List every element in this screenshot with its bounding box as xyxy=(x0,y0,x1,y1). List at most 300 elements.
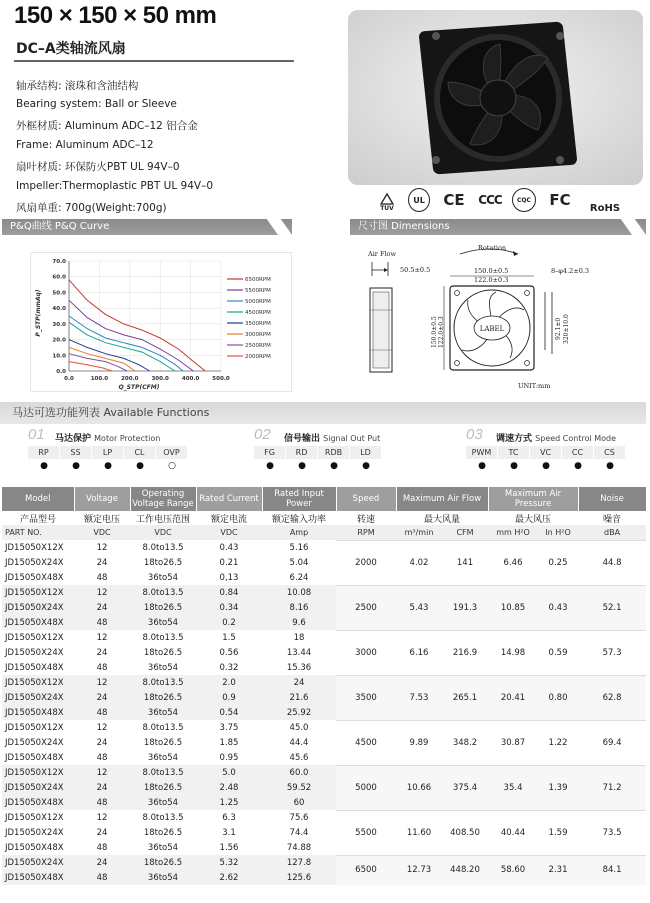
model-cell: JD15050X24X xyxy=(5,737,64,748)
current-cell: 0.84 xyxy=(196,585,262,600)
legend-label: 2500RPM xyxy=(245,343,271,349)
voltage-range-cell: 8.0to13.5 xyxy=(142,812,184,823)
current-cell: 1.25 xyxy=(196,795,262,810)
power-cell: 60 xyxy=(262,795,336,810)
y-tick-label: 10.0 xyxy=(52,353,66,360)
function-mark: ● xyxy=(298,461,306,471)
voltage-range-cell: 36to54 xyxy=(147,572,179,583)
voltage-cell: 24 xyxy=(74,855,130,870)
function-code-pwm: PWM xyxy=(466,446,497,459)
voltage-range-cell: 18to26.5 xyxy=(143,827,183,838)
y-tick-label: 30.0 xyxy=(52,321,66,328)
col-header-air-pressure: Maximum Air Pressure xyxy=(488,487,578,511)
voltage-cell: 24 xyxy=(74,780,130,795)
power-cell: 5.16 xyxy=(289,542,309,553)
hole-width-dimension: 122.0±0.3 xyxy=(474,276,509,284)
speed-cell: 5500 xyxy=(336,810,396,855)
power-cell: 60.0 xyxy=(262,765,336,780)
function-mark: ● xyxy=(362,461,370,471)
function-mark: ● xyxy=(136,461,144,471)
outer-height-dimension: 150.0±0.5 xyxy=(431,316,438,348)
legend-label: 3000RPM xyxy=(245,332,271,338)
speed-cell: 3000 xyxy=(336,630,396,675)
power-cell: 75.6 xyxy=(289,812,309,823)
col-header-air-flow: Maximum Air Flow xyxy=(396,487,488,511)
pressure-in-cell: 1.39 xyxy=(538,765,578,810)
noise-cell: 52.1 xyxy=(578,585,646,630)
function-code-rdb: RDB xyxy=(318,446,349,459)
col-header-noise: Noise xyxy=(578,487,646,511)
current-cell: 1.85 xyxy=(219,737,239,748)
unit-cell: In H²O xyxy=(538,525,578,540)
table-row xyxy=(2,540,646,555)
pressure-in-cell: 1.59 xyxy=(538,810,578,855)
power-cell: 5.04 xyxy=(289,557,309,568)
function-group-title: 调速方式 Speed Control Mode xyxy=(496,434,617,444)
power-cell: 13.44 xyxy=(286,647,312,658)
voltage-range-cell: 36to54 xyxy=(130,705,196,720)
airflow-cfm-cell: 375.4 xyxy=(442,765,488,810)
function-code-ld: LD xyxy=(350,446,381,459)
function-group-number: 03 xyxy=(466,426,483,443)
pressure-mm-cell: 30.87 xyxy=(488,720,538,765)
current-cell: 0.54 xyxy=(196,705,262,720)
voltage-range-cell: 36to54 xyxy=(130,615,196,630)
current-cell: 0.2 xyxy=(196,615,262,630)
voltage-cell: 48 xyxy=(74,870,130,885)
series-line-6500rpm xyxy=(69,280,205,371)
power-cell: 18 xyxy=(293,632,305,643)
voltage-cell: 12 xyxy=(74,675,130,690)
pressure-mm-cell: 20.41 xyxy=(488,675,538,720)
spec-frame-en: Frame: Aluminum ADC–12 xyxy=(16,139,154,151)
current-cell: 2.62 xyxy=(196,870,262,885)
cn-header: 最大风量 xyxy=(424,514,461,525)
noise-cell: 69.4 xyxy=(578,720,646,765)
voltage-cell: 12 xyxy=(96,722,108,733)
airflow-cfm-cell: 141 xyxy=(442,540,488,585)
power-cell: 45.6 xyxy=(289,752,309,763)
x-tick-label: 0.0 xyxy=(64,376,74,382)
function-code-fg: FG xyxy=(254,446,285,459)
fan-spec-table xyxy=(2,487,647,885)
voltage-range-cell: 36to54 xyxy=(130,795,196,810)
y-tick-label: 60.0 xyxy=(52,274,66,281)
model-cell: JD15050X12X xyxy=(2,585,74,600)
cn-header: 最大风压 xyxy=(515,514,552,525)
speed-cell: 4500 xyxy=(336,720,396,765)
voltage-range-cell: 8.0to13.5 xyxy=(142,632,184,643)
function-mark: ● xyxy=(104,461,112,471)
pq-curve-chart xyxy=(30,252,292,392)
function-code-cl: CL xyxy=(124,446,155,459)
legend-label: 6500RPM xyxy=(245,277,271,283)
current-cell: 5.32 xyxy=(196,855,262,870)
power-cell: 9.6 xyxy=(262,615,336,630)
current-cell: 3.1 xyxy=(222,827,236,838)
table-row xyxy=(2,675,646,690)
airflow-cfm-cell: 408.50 xyxy=(442,810,488,855)
pressure-mm-cell: 40.44 xyxy=(488,810,538,855)
col-header-model: Model xyxy=(2,487,74,511)
model-cell: JD15050X12X xyxy=(2,675,74,690)
spec-bearing-en: Bearing system: Ball or Sleeve xyxy=(16,98,177,110)
airflow-m3-cell: 6.16 xyxy=(396,630,442,675)
spec-impeller-en: Impeller:Thermoplastic PBT UL 94V–0 xyxy=(16,180,213,192)
function-code-ovp: OVP xyxy=(156,446,187,459)
cn-header: 产品型号 xyxy=(19,514,56,525)
function-mark: ● xyxy=(478,461,486,471)
function-mark: ● xyxy=(40,461,48,471)
airflow-cfm-cell: 448.20 xyxy=(442,855,488,885)
cn-header: 噪音 xyxy=(603,514,622,525)
voltage-range-cell: 18to26.5 xyxy=(143,557,183,568)
product-title: 150 × 150 × 50 mm xyxy=(14,2,217,29)
model-cell: JD15050X12X xyxy=(5,722,64,733)
airflow-cfm-cell: 265.1 xyxy=(442,675,488,720)
voltage-cell: 24 xyxy=(74,690,130,705)
power-cell: 21.6 xyxy=(262,690,336,705)
airflow-m3-cell: 9.89 xyxy=(396,720,442,765)
power-cell: 127.8 xyxy=(262,855,336,870)
voltage-range-cell: 36to54 xyxy=(147,752,179,763)
unit-cell: RPM xyxy=(336,525,396,540)
y-tick-label: 50.0 xyxy=(52,290,66,297)
voltage-cell: 12 xyxy=(96,542,108,553)
label-plate: LABEL xyxy=(479,325,505,333)
cn-header: 转速 xyxy=(356,514,375,525)
model-cell: JD15050X24X xyxy=(2,600,74,615)
y-tick-label: 0.0 xyxy=(56,369,66,375)
pressure-in-cell: 0.25 xyxy=(538,540,578,585)
pressure-mm-cell: 58.60 xyxy=(488,855,538,885)
rohs-icon: RoHS xyxy=(589,203,621,214)
model-cell: JD15050X24X xyxy=(2,855,74,870)
voltage-range-cell: 18to26.5 xyxy=(130,855,196,870)
col-header-power: Rated Input Power xyxy=(262,487,336,511)
model-cell: JD15050X48X xyxy=(2,795,74,810)
voltage-range-cell: 36to54 xyxy=(130,870,196,885)
function-mark: ○ xyxy=(168,461,176,471)
air-flow-label: Air Flow xyxy=(368,250,397,258)
function-group-number: 02 xyxy=(254,426,271,443)
series-line-2000rpm xyxy=(69,362,112,371)
voltage-cell: 12 xyxy=(96,812,108,823)
current-cell: 0.95 xyxy=(219,752,239,763)
airflow-m3-cell: 5.43 xyxy=(396,585,442,630)
unit-cell: VDC xyxy=(74,525,130,540)
lead-length-b: 320±10.0 xyxy=(563,314,570,344)
cn-header: 额定输入功率 xyxy=(271,514,326,525)
pressure-mm-cell: 35.4 xyxy=(488,765,538,810)
power-cell: 45.0 xyxy=(289,722,309,733)
airflow-m3-cell: 11.60 xyxy=(396,810,442,855)
current-cell: 0.43 xyxy=(219,542,239,553)
depth-dimension: 50.5±0.5 xyxy=(400,266,431,274)
model-cell: JD15050X12X xyxy=(5,812,64,823)
legend-label: 5000RPM xyxy=(245,299,271,305)
unit-cell: m³/min xyxy=(396,525,442,540)
table-row xyxy=(2,765,646,780)
unit-cell: VDC xyxy=(130,525,196,540)
voltage-cell: 24 xyxy=(96,737,108,748)
function-mark: ● xyxy=(606,461,614,471)
noise-cell: 73.5 xyxy=(578,810,646,855)
function-mark: ● xyxy=(542,461,550,471)
model-cell: JD15050X48X xyxy=(5,842,64,853)
cn-header: 额定电压 xyxy=(83,514,120,525)
function-mark: ● xyxy=(330,461,338,471)
speed-cell: 5000 xyxy=(336,765,396,810)
pressure-in-cell: 1.22 xyxy=(538,720,578,765)
model-cell: JD15050X24X xyxy=(5,827,64,838)
legend-label: 4500RPM xyxy=(245,310,271,316)
voltage-range-cell: 8.0to13.5 xyxy=(142,722,184,733)
model-cell: JD15050X12X xyxy=(2,765,74,780)
voltage-cell: 48 xyxy=(74,615,130,630)
speed-cell: 2000 xyxy=(336,540,396,585)
pq-curve-svg xyxy=(31,253,293,393)
certification-logos xyxy=(375,188,640,216)
voltage-range-cell: 8.0to13.5 xyxy=(130,585,196,600)
fc-icon: FC xyxy=(549,191,571,209)
voltage-cell: 48 xyxy=(74,795,130,810)
noise-cell: 62.8 xyxy=(578,675,646,720)
unit-cell: PART NO. xyxy=(2,525,74,540)
pressure-mm-cell: 6.46 xyxy=(488,540,538,585)
ccc-icon: CCC xyxy=(478,193,502,207)
function-mark: ● xyxy=(510,461,518,471)
dimension-drawing xyxy=(350,240,640,398)
power-cell: 74.4 xyxy=(289,827,309,838)
spec-impeller-cn: 扇叶材质: 环保防火PBT UL 94V–0 xyxy=(16,161,180,173)
power-cell: 10.08 xyxy=(262,585,336,600)
model-cell: JD15050X48X xyxy=(2,870,74,885)
current-cell: 1.56 xyxy=(219,842,239,853)
power-cell: 25.92 xyxy=(262,705,336,720)
model-cell: JD15050X48X xyxy=(2,705,74,720)
spec-weight: 风扇单重: 700g(Weight:700g) xyxy=(16,202,167,214)
table-row xyxy=(2,585,646,600)
table-row xyxy=(2,855,646,870)
unit-cell: Amp xyxy=(262,525,336,540)
model-cell: JD15050X48X xyxy=(5,662,64,673)
noise-cell: 71.2 xyxy=(578,765,646,810)
airflow-m3-cell: 12.73 xyxy=(396,855,442,885)
voltage-range-cell: 18to26.5 xyxy=(143,737,183,748)
unit-cell: CFM xyxy=(442,525,488,540)
ul-icon: UL xyxy=(408,188,430,212)
x-tick-label: 400.0 xyxy=(181,376,200,382)
current-cell: 1.5 xyxy=(222,632,236,643)
airflow-cfm-cell: 191.3 xyxy=(442,585,488,630)
cqc-icon: CQC xyxy=(512,188,536,212)
airflow-cfm-cell: 216.9 xyxy=(442,630,488,675)
cn-header: 额定电流 xyxy=(210,514,247,525)
dimensions-header: 尺寸图 Dimensions xyxy=(350,219,646,235)
legend-label: 3500RPM xyxy=(245,321,271,327)
title-divider xyxy=(14,60,294,62)
airflow-m3-cell: 7.53 xyxy=(396,675,442,720)
model-cell: JD15050X48X xyxy=(5,752,64,763)
voltage-range-cell: 18to26.5 xyxy=(130,690,196,705)
current-cell: 0.9 xyxy=(196,690,262,705)
voltage-range-cell: 36to54 xyxy=(147,662,179,673)
model-cell: JD15050X24X xyxy=(2,780,74,795)
voltage-range-cell: 8.0to13.5 xyxy=(130,765,196,780)
function-mark: ● xyxy=(266,461,274,471)
airflow-m3-cell: 4.02 xyxy=(396,540,442,585)
voltage-cell: 24 xyxy=(96,557,108,568)
model-cell: JD15050X24X xyxy=(5,557,64,568)
power-cell: 44.4 xyxy=(289,737,309,748)
function-mark: ● xyxy=(574,461,582,471)
cn-header: 工作电压范围 xyxy=(135,514,190,525)
speed-cell: 3500 xyxy=(336,675,396,720)
power-cell: 24 xyxy=(262,675,336,690)
voltage-cell: 24 xyxy=(96,827,108,838)
table-row xyxy=(2,630,646,645)
speed-cell: 2500 xyxy=(336,585,396,630)
x-axis-label: Q_STP(CFM) xyxy=(118,384,160,391)
voltage-cell: 24 xyxy=(96,647,108,658)
legend-label: 2000RPM xyxy=(245,354,271,360)
noise-cell: 57.3 xyxy=(578,630,646,675)
pressure-in-cell: 0.80 xyxy=(538,675,578,720)
x-tick-label: 500.0 xyxy=(212,376,230,382)
function-code-vc: VC xyxy=(530,446,561,459)
voltage-cell: 48 xyxy=(96,662,108,673)
function-group-title: 信号输出 Signal Out Put xyxy=(284,434,381,444)
spec-frame-cn: 外框材质: Aluminum ADC–12 铝合金 xyxy=(16,120,198,132)
power-cell: 125.6 xyxy=(262,870,336,885)
current-cell: 6.3 xyxy=(222,812,236,823)
voltage-range-cell: 8.0to13.5 xyxy=(130,675,196,690)
noise-cell: 44.8 xyxy=(578,540,646,585)
voltage-range-cell: 36to54 xyxy=(147,842,179,853)
voltage-range-cell: 18to26.5 xyxy=(143,647,183,658)
function-code-rd: RD xyxy=(286,446,317,459)
function-group-title: 马达保护 Motor Protection xyxy=(55,434,161,444)
voltage-cell: 48 xyxy=(96,752,108,763)
voltage-cell: 48 xyxy=(96,842,108,853)
table-row xyxy=(2,810,646,825)
power-cell: 8.16 xyxy=(262,600,336,615)
model-cell: JD15050X24X xyxy=(5,647,64,658)
voltage-range-cell: 18to26.5 xyxy=(130,600,196,615)
voltage-cell: 48 xyxy=(96,572,108,583)
current-cell: 3.75 xyxy=(219,722,239,733)
table-header-row xyxy=(2,487,646,511)
current-cell: 2.0 xyxy=(196,675,262,690)
x-tick-label: 200.0 xyxy=(121,376,139,382)
voltage-cell: 12 xyxy=(96,632,108,643)
voltage-cell: 12 xyxy=(74,585,130,600)
y-tick-label: 70.0 xyxy=(52,259,66,265)
col-header-voltage-range: Operating Voltage Range xyxy=(130,487,196,511)
y-tick-label: 40.0 xyxy=(52,306,66,313)
voltage-range-cell: 8.0to13.5 xyxy=(142,542,184,553)
rotation-label: Rotation xyxy=(478,244,507,252)
power-cell: 59.52 xyxy=(262,780,336,795)
voltage-cell: 12 xyxy=(74,765,130,780)
pressure-in-cell: 0.43 xyxy=(538,585,578,630)
function-code-rp: RP xyxy=(28,446,59,459)
x-tick-label: 300.0 xyxy=(151,376,169,382)
hole-spec: 8–φ4.2±0.3 xyxy=(551,267,590,275)
current-cell: 0.34 xyxy=(196,600,262,615)
col-header-current: Rated Current xyxy=(196,487,262,511)
spec-bearing-cn: 轴承结构: 滚珠和含油结构 xyxy=(16,80,139,92)
hole-height-dimension: 122.0±0.3 xyxy=(438,316,445,348)
legend-label: 5500RPM xyxy=(245,288,271,294)
pq-curve-header: P&Q曲线 P&Q Curve xyxy=(2,219,292,235)
available-functions-header: 马达可选功能列表 Available Functions xyxy=(0,402,646,424)
airflow-m3-cell: 10.66 xyxy=(396,765,442,810)
function-code-lp: LP xyxy=(92,446,123,459)
col-header-voltage: Voltage xyxy=(74,487,130,511)
unit-cell: VDC xyxy=(196,525,262,540)
noise-cell: 84.1 xyxy=(578,855,646,885)
unit-label: UNIT:mm xyxy=(518,382,551,390)
function-code-cc: CC xyxy=(562,446,593,459)
model-cell: JD15050X12X xyxy=(5,632,64,643)
voltage-cell: 24 xyxy=(74,600,130,615)
function-code-ss: SS xyxy=(60,446,91,459)
power-cell: 74.88 xyxy=(286,842,312,853)
product-subtitle: DC–A类轴流风扇 xyxy=(16,41,126,57)
tuv-icon: TÜV xyxy=(375,188,399,216)
current-cell: 0.56 xyxy=(219,647,239,658)
current-cell: 0.21 xyxy=(219,557,239,568)
model-cell: JD15050X12X xyxy=(5,542,64,553)
y-tick-label: 20.0 xyxy=(52,337,66,344)
current-cell: 2.48 xyxy=(196,780,262,795)
unit-cell: mm H²O xyxy=(488,525,538,540)
model-cell: JD15050X24X xyxy=(2,690,74,705)
pressure-mm-cell: 10.85 xyxy=(488,585,538,630)
voltage-cell: 48 xyxy=(74,705,130,720)
unit-cell: dBA xyxy=(578,525,646,540)
airflow-cfm-cell: 348.2 xyxy=(442,720,488,765)
power-cell: 15.36 xyxy=(286,662,312,673)
function-code-tc: TC xyxy=(498,446,529,459)
current-cell: 0,13 xyxy=(219,572,239,583)
ce-icon: CE xyxy=(443,191,465,209)
model-cell: JD15050X48X xyxy=(5,572,64,583)
voltage-range-cell: 18to26.5 xyxy=(130,780,196,795)
lead-length-a: 92.1±0 xyxy=(555,317,562,340)
speed-cell: 6500 xyxy=(336,855,396,885)
current-cell: 0.32 xyxy=(219,662,239,673)
table-header-cn-row xyxy=(2,511,646,525)
pressure-in-cell: 2.31 xyxy=(538,855,578,885)
current-cell: 5.0 xyxy=(196,765,262,780)
fan-product-photo xyxy=(348,10,643,185)
model-cell: JD15050X48X xyxy=(2,615,74,630)
outer-width-dimension: 150.0±0.5 xyxy=(474,267,509,275)
table-row xyxy=(2,720,646,735)
function-group-number: 01 xyxy=(28,426,45,443)
series-line-5500rpm xyxy=(69,300,193,371)
function-mark: ● xyxy=(72,461,80,471)
function-code-cs: CS xyxy=(594,446,625,459)
pressure-in-cell: 0.59 xyxy=(538,630,578,675)
power-cell: 6.24 xyxy=(289,572,309,583)
y-axis-label: P_STP(mmAq) xyxy=(35,289,42,337)
pressure-mm-cell: 14.98 xyxy=(488,630,538,675)
col-header-speed: Speed xyxy=(336,487,396,511)
